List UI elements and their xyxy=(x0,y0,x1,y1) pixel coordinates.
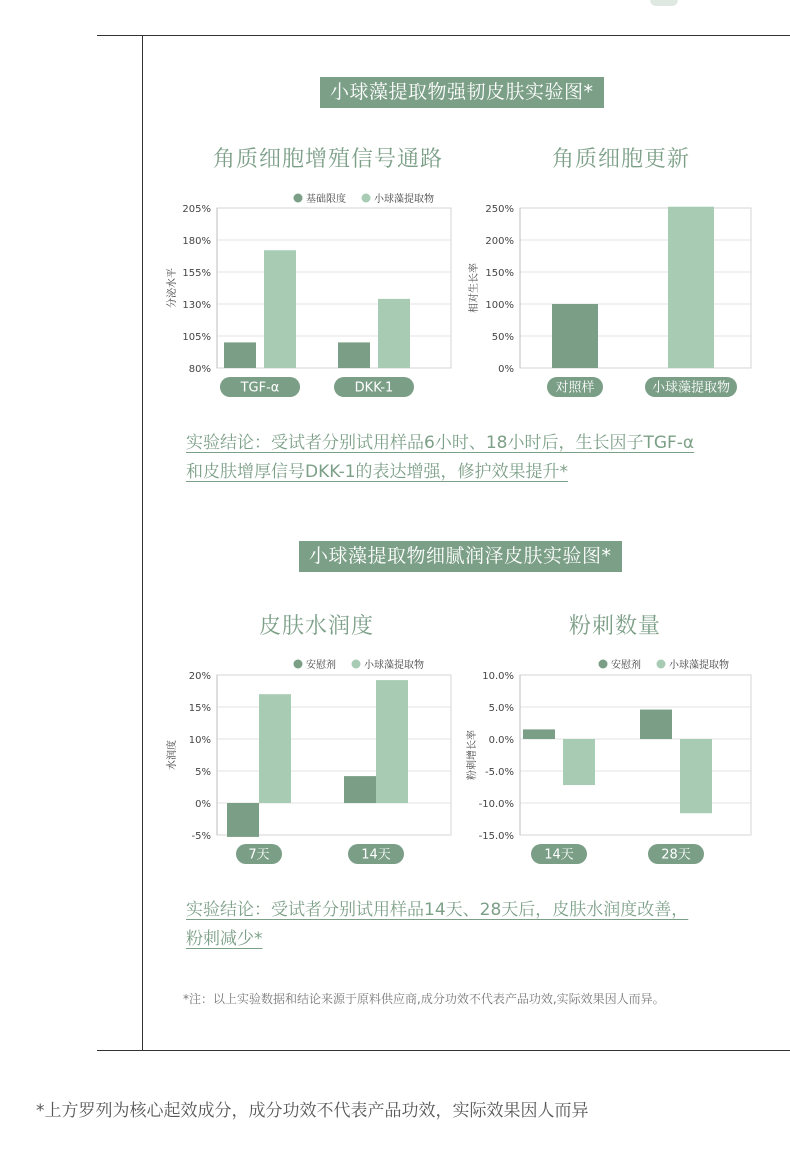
disclaimer-note: *注：以上实验数据和结论来源于原料供应商,成分功效不代表产品功效,实际效果因人而异。 xyxy=(183,992,665,1006)
frame-top-line xyxy=(97,35,790,36)
bar-28天 xyxy=(640,710,672,739)
y-axis-label: 粉刺增长率 xyxy=(467,730,478,780)
y-tick-label: 0.0% xyxy=(488,735,514,746)
legend-label: 小球藻提取物 xyxy=(669,660,729,671)
x-category-label: 14天 xyxy=(544,847,574,863)
y-tick-label: 200% xyxy=(485,236,514,247)
chart1-title: 角质细胞增殖信号通路 xyxy=(213,147,444,172)
legend-marker xyxy=(657,660,666,669)
bar-对照样 xyxy=(552,304,598,368)
bar-14天 xyxy=(376,680,408,803)
y-axis-label: 分泌水平 xyxy=(167,268,178,308)
legend-marker xyxy=(352,660,361,669)
section2-conclusion-line1: 实验结论：受试者分别试用样品14天、28天后，皮肤水润度改善， xyxy=(186,900,689,920)
legend-label: 小球藻提取物 xyxy=(364,660,424,671)
section1-banner: 小球藻提取物强韧皮肤实验图* xyxy=(320,77,604,108)
legend-label: 安慰剂 xyxy=(611,660,641,671)
x-category-label: 7天 xyxy=(248,847,270,863)
section2-banner: 小球藻提取物细腻润泽皮肤实验图* xyxy=(299,541,622,572)
chart2-svg xyxy=(460,185,760,405)
chart4-svg xyxy=(460,652,760,872)
frame-left-line xyxy=(142,35,143,1051)
y-tick-label: 150% xyxy=(485,268,514,279)
chart3-title: 皮肤水润度 xyxy=(259,614,375,639)
section1-conclusion-line1: 实验结论：受试者分别试用样品6小时、18小时后，生长因子TGF-α xyxy=(186,433,695,453)
y-tick-label: -10.0% xyxy=(478,799,514,810)
x-category-label: 对照样 xyxy=(555,380,595,396)
bar-14天 xyxy=(563,739,595,785)
bar-28天 xyxy=(680,739,712,813)
chart3-svg xyxy=(160,652,460,872)
legend-marker xyxy=(294,194,303,203)
footer-note: *上方罗列为核心起效成分，成分功效不代表产品功效，实际效果因人而异 xyxy=(36,1101,589,1121)
plot-frame xyxy=(520,675,751,835)
bar-DKK-1 xyxy=(338,342,370,368)
bar-TGF-α xyxy=(224,342,256,368)
leaf-decoration xyxy=(650,0,678,6)
frame-bottom-line xyxy=(97,1050,790,1051)
y-tick-label: 105% xyxy=(182,332,211,343)
chart4-title: 粉刺数量 xyxy=(569,614,662,639)
y-tick-label: 50% xyxy=(491,332,514,343)
y-tick-label: 20% xyxy=(188,671,211,682)
y-axis-label: 水润度 xyxy=(167,740,178,770)
y-tick-label: 0% xyxy=(498,364,514,375)
legend-label: 安慰剂 xyxy=(306,660,336,671)
bar-TGF-α xyxy=(264,250,296,368)
y-tick-label: 130% xyxy=(182,300,211,311)
chart1-svg xyxy=(160,185,460,405)
legend-label: 基础限度 xyxy=(306,194,346,205)
y-tick-label: 80% xyxy=(188,364,211,375)
bar-7天 xyxy=(259,694,291,803)
section2-conclusion-line2: 粉刺减少* xyxy=(186,929,263,949)
bar-小球藻提取物 xyxy=(668,207,714,368)
y-tick-label: 10% xyxy=(188,735,211,746)
x-category-label: TGF-α xyxy=(240,380,280,396)
y-tick-label: -15.0% xyxy=(478,831,514,842)
y-tick-label: 100% xyxy=(485,300,514,311)
y-tick-label: 155% xyxy=(182,268,211,279)
legend-marker xyxy=(362,194,371,203)
bar-14天 xyxy=(523,729,555,739)
y-axis-label: 相对生长率 xyxy=(469,263,480,313)
section1-conclusion xyxy=(186,429,756,487)
bar-7天 xyxy=(227,803,259,837)
section2-conclusion xyxy=(186,896,756,954)
legend-marker xyxy=(599,660,608,669)
legend-label: 小球藻提取物 xyxy=(374,194,434,205)
section1-conclusion-line2: 和皮肤增厚信号DKK-1的表达增强，修护效果提升* xyxy=(186,462,569,482)
y-tick-label: -5.0% xyxy=(484,767,514,778)
y-tick-label: 250% xyxy=(485,204,514,215)
y-tick-label: 205% xyxy=(182,204,211,215)
y-tick-label: 15% xyxy=(188,703,211,714)
x-category-label: 14天 xyxy=(361,847,391,863)
y-tick-label: 180% xyxy=(182,236,211,247)
y-tick-label: 0% xyxy=(195,799,211,810)
chart2-title: 角质细胞更新 xyxy=(552,147,691,172)
bar-14天 xyxy=(344,776,376,803)
y-tick-label: -5% xyxy=(191,831,211,842)
bar-DKK-1 xyxy=(378,299,410,368)
x-category-label: 小球藻提取物 xyxy=(651,380,731,396)
y-tick-label: 5% xyxy=(195,767,211,778)
legend-marker xyxy=(294,660,303,669)
x-category-label: 28天 xyxy=(661,847,691,863)
y-tick-label: 10.0% xyxy=(482,671,514,682)
x-category-label: DKK-1 xyxy=(354,380,394,396)
y-tick-label: 5.0% xyxy=(488,703,514,714)
